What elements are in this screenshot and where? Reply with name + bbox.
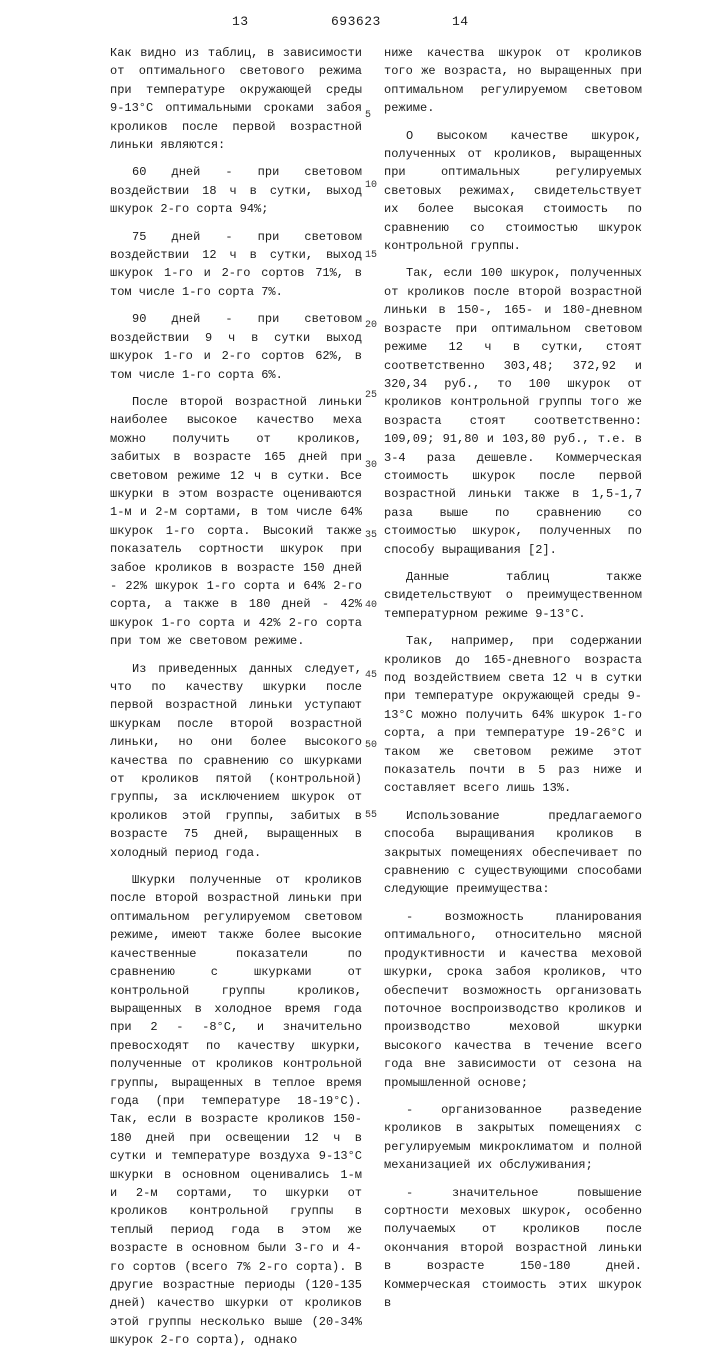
paragraph: 60 дней - при световом воздействии 18 ч в сутки, выход шкурок 2-го сорта 94%; xyxy=(110,163,362,218)
paragraph: 75 дней - при световом воздействии 12 ч в сутки, выход шкурок 1-го и 2-го сортов 71%, в том числе 1-го сорта 7%. xyxy=(110,228,362,302)
paragraph: Так, например, при содержании кроликов до 165-дневного возраста под воздействием света 12 ч в сутки при температуре окружающей среды 9-13°С можно получить 64% шкурок 1-го сорта, а при температуре 19-26°С и таком же световом режиме этот показатель почти в 5 раз ниже и составляет всего лишь 13%. xyxy=(384,632,642,798)
paragraph: - возможность планирования оптимального, относительно мясной продуктивности и качества меховой шкурки, срока забоя кроликов, что обеспечит возможность организовать поточное воспроизводство кроликов и производство меховой шкурки высокого качества в течение всего года вне зависимости от сезона на промышленной основе; xyxy=(384,908,642,1092)
page-number-right: 14 xyxy=(452,14,469,29)
paragraph: ниже качества шкурок от кроликов того же возраста, но выращенных при оптимальном регулируемом световом режиме. xyxy=(384,44,642,118)
left-column xyxy=(110,44,362,1359)
right-column xyxy=(384,44,642,1321)
paragraph: Как видно из таблиц, в зависимости от оптимального светового режима при температуре окружающей среды 9-13°С оптимальными сроками забоя кроликов после первой возрастной линьки являются: xyxy=(110,44,362,154)
line-number: 30 xyxy=(365,460,377,471)
line-number: 5 xyxy=(365,110,371,121)
paragraph: 90 дней - при световом воздействии 9 ч в сутки выход шкурок 1-го и 2-го сортов 62%, в том числе 1-го сорта 6%. xyxy=(110,310,362,384)
paragraph: О высоком качестве шкурок, полученных от кроликов, выращенных при оптимальных регулируемых световых режимах, свидетельствует их более высокая стоимость по сравнению со стоимостью шкурок контрольной группы. xyxy=(384,127,642,256)
paragraph: Шкурки полученные от кроликов после второй возрастной линьки при оптимальном регулируемом световом режиме, имеют также более высокие качественные показатели по сравнению с шкурками от контрольной группы кроликов, выращенных в холодное время года при 2 - -8°С, и значительно превосходят по качеству шкурки, полученные от кроликов контрольной группы, выращенных в теплое время года (при температуре 18-19°С). Так, если в возрасте кроликов 150-180 дней при освещении 12 ч в сутки и температуре воздуха 9-13°С шкурки в основном оценивались 1-м и 2-м сортами, то шкурки от кроликов контрольной группы в теплый период года в этом же возрасте в основном были 3-го и 4-го сортов (всего 7% 2-го сорта). В другие возрастные периоды (120-135 дней) качество шкурки от кроликов этой группы несколько выше (20-34% шкурок 2-го сорта), однако xyxy=(110,871,362,1350)
line-number: 15 xyxy=(365,250,377,261)
paragraph: Так, если 100 шкурок, полученных от кроликов после второй возрастной линьки в 150-, 165- и 180-дневном возрасте при оптимальном световом режиме 12 ч в сутки, стоят соответственно 303,48; 372,92 и 320,34 руб., то 100 шкурок от кроликов контрольной группы того же возраста стоят соответственно: 109,09; 91,80 и 103,80 руб., т.е. в 3-4 раза дешевле. Коммерческая стоимость шкурок после первой возрастной линьки также в 1,5-1,7 раза выше по сравнению со стоимостью шкурок, полученных по способу выращивания [2]. xyxy=(384,264,642,559)
paragraph: - значительное повышение сортности меховых шкурок, особенно получаемых от кроликов после окончания второй возрастной линьки в возрасте 150-180 дней. Коммерческая стоимость этих шкурок в xyxy=(384,1184,642,1313)
paragraph: После второй возрастной линьки наиболее высокое качество меха можно получить от кроликов, забитых в возрасте 165 дней при световом режиме 12 ч в сутки. Все шкурки в этом возрасте оцениваются 1-м и 2-м сортами, в том числе 64% шкурок 1-го сорта. Высокий также показатель сортности шкурок при забое кроликов в возрасте 150 дней - 22% шкурок 1-го сорта и 64% 2-го сорта, а также в 180 дней - 42% шкурок 1-го сорта и 42% 2-го сорта при том же световом режиме. xyxy=(110,393,362,651)
line-number: 20 xyxy=(365,320,377,331)
line-number: 50 xyxy=(365,740,377,751)
line-number: 35 xyxy=(365,530,377,541)
line-number: 55 xyxy=(365,810,377,821)
paragraph: Использование предлагаемого способа выращивания кроликов в закрытых помещениях обеспечивает по сравнению с существующими способами следующие преимущества: xyxy=(384,807,642,899)
line-number: 40 xyxy=(365,600,377,611)
line-number: 10 xyxy=(365,180,377,191)
paragraph: - организованное разведение кроликов в закрытых помещениях с регулируемым микроклиматом и полной механизацией их обслуживания; xyxy=(384,1101,642,1175)
paragraph: Из приведенных данных следует, что по качеству шкурки после первой возрастной линьки уступают шкуркам после второй возрастной линьки, но они более высокого качества по сравнению со шкурками от кроликов пятой (контрольной) группы, за исключением шкурок от кроликов этой группы, забитых в возрасте 75 дней, выращенных в холодный период года. xyxy=(110,660,362,862)
page-number-left: 13 xyxy=(232,14,249,29)
paragraph: Данные таблиц также свидетельствуют о преимущественном температурном режиме 9-13°С. xyxy=(384,568,642,623)
line-number: 45 xyxy=(365,670,377,681)
patent-number: 693623 xyxy=(331,14,381,29)
line-number: 25 xyxy=(365,390,377,401)
